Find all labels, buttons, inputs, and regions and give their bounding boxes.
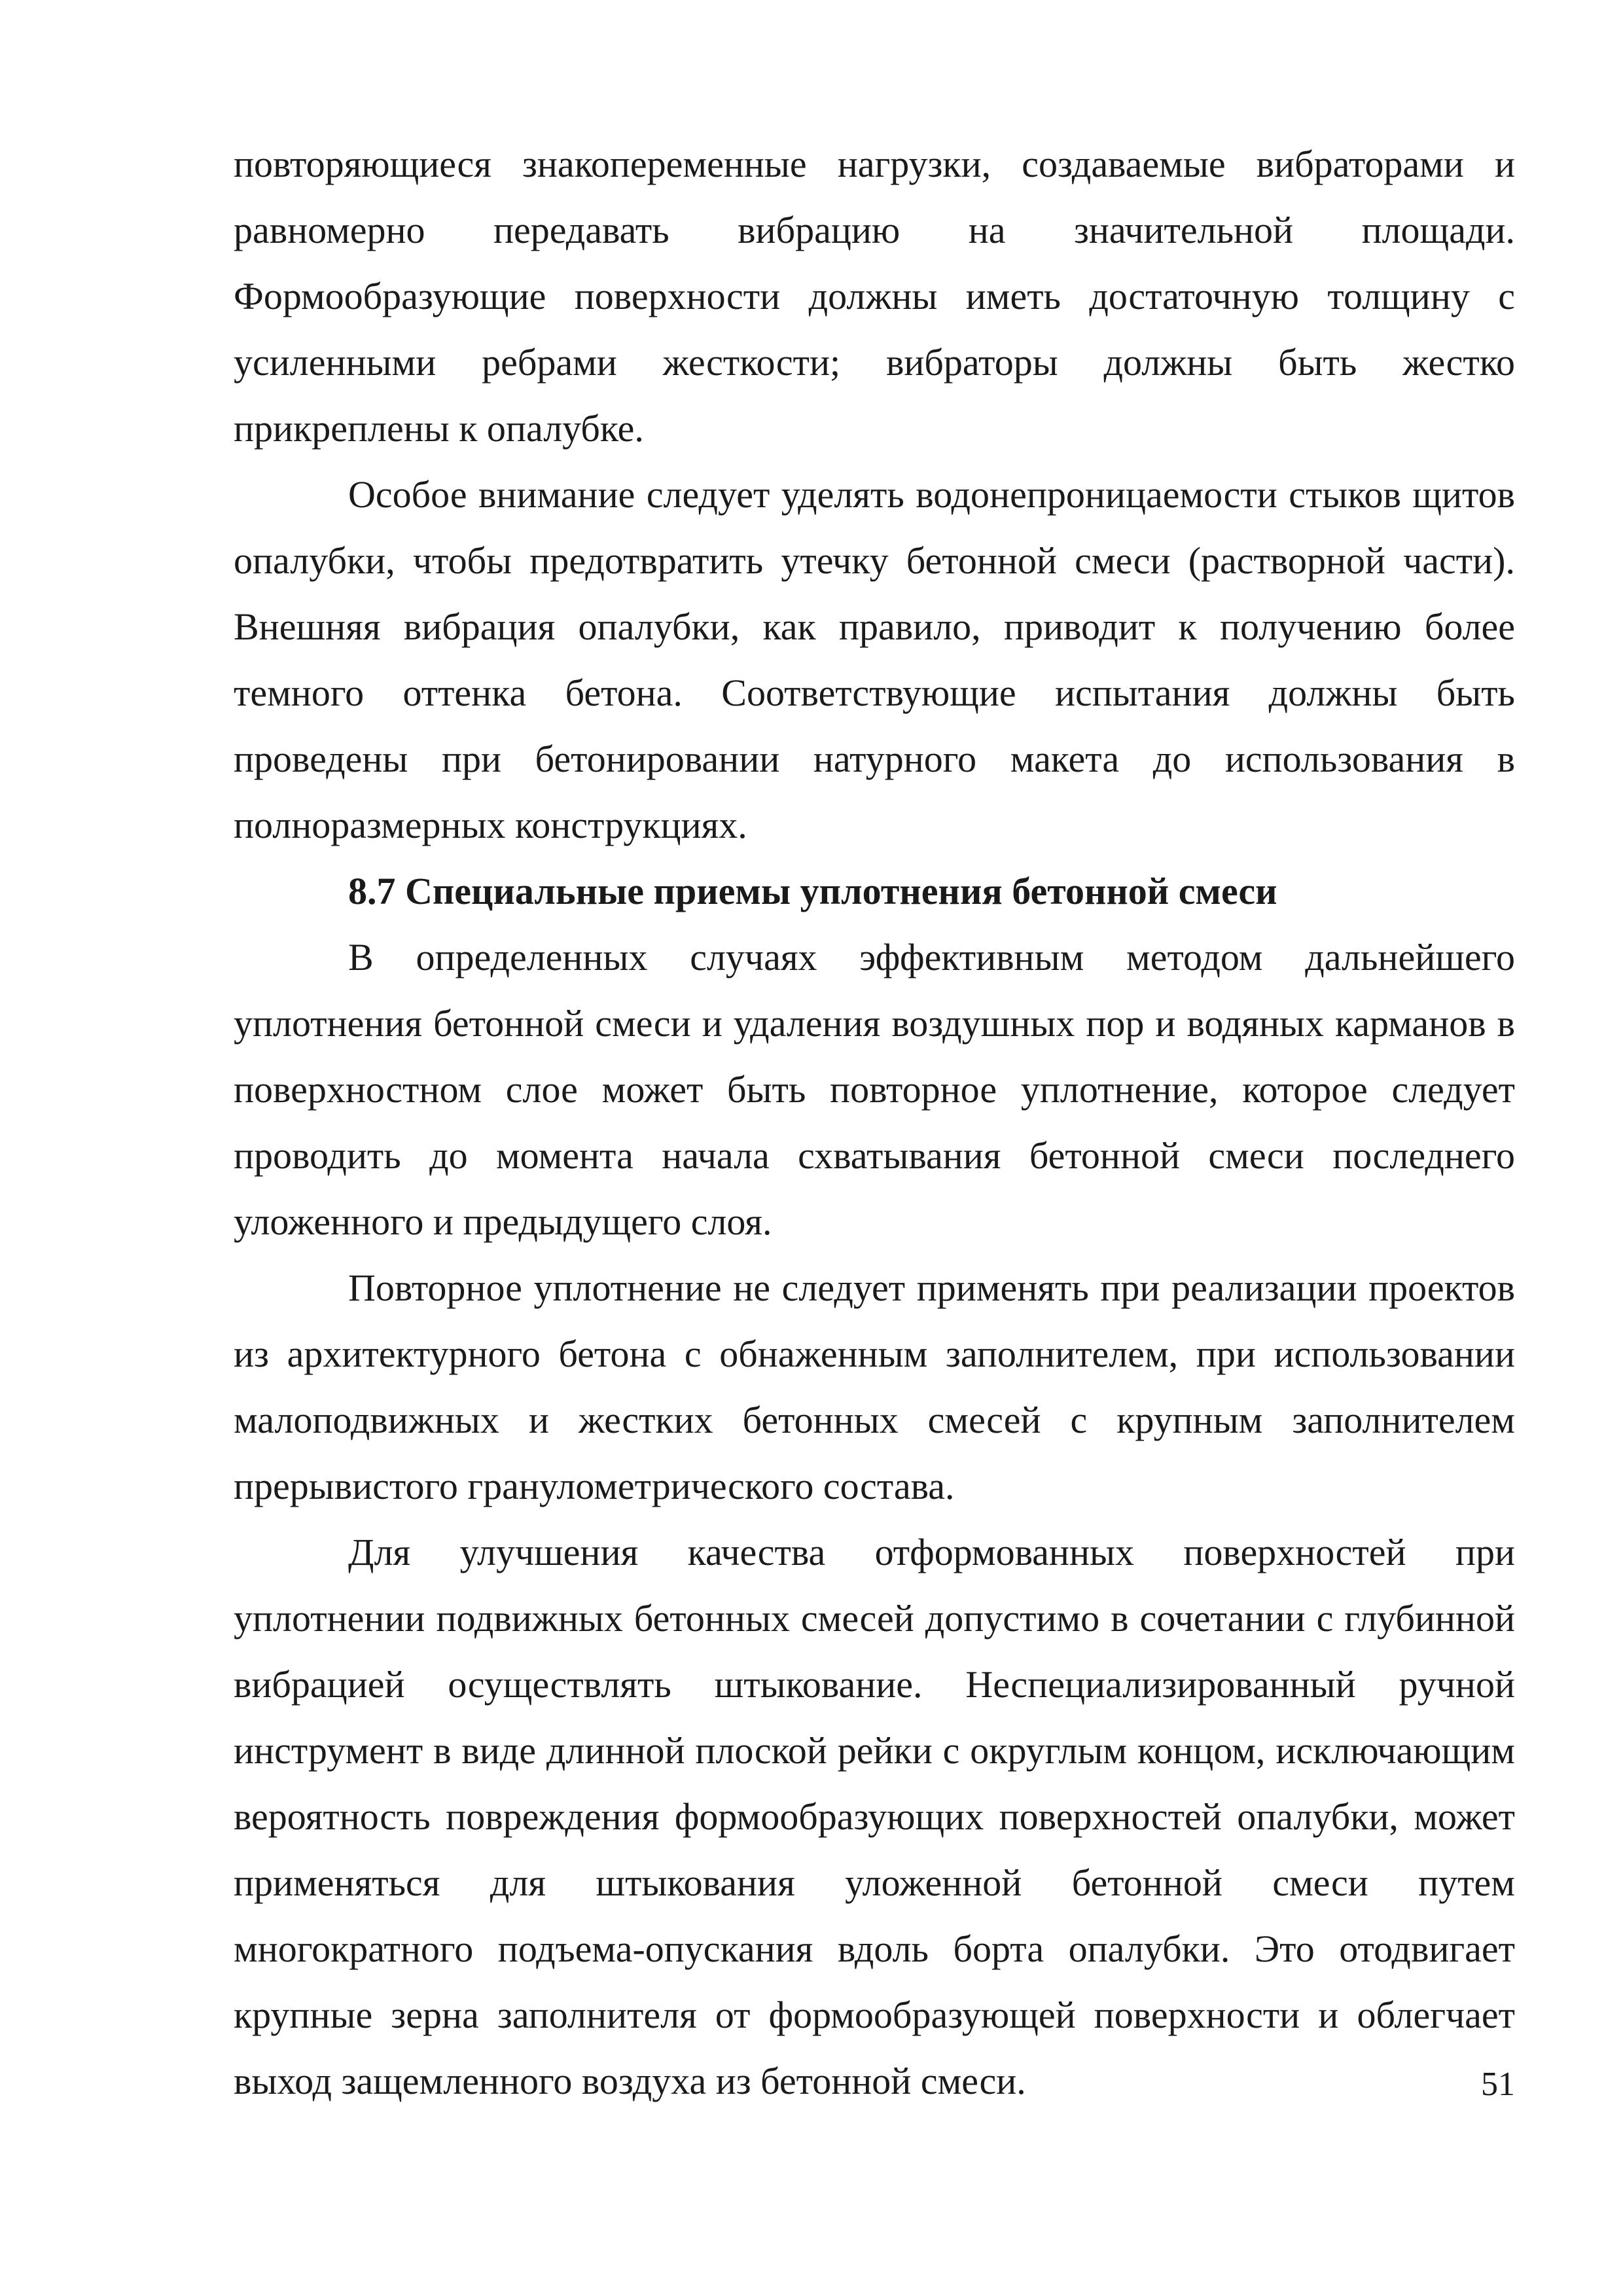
paragraph-rodding: Для улучшения качества отформованных поверхностей при уплотнении подвижных бетонных смесей допустимо в сочетании с глубинной вибрацией осуществлять штыкование. Неспециализированный ручной инструмент в виде длинной плоской рейки с округлым концом, исключающим вероятность повреждения формообразующих поверхностей опалубки, может применяться для штыкования уложенной бетонной смеси путем многократного подъема-опускания вдоль борта опалубки. Это отодвигает крупные зерна заполнителя от формообразующей поверхности и облегчает выход защемленного воздуха из бетонной смеси. bbox=[234, 1531, 1515, 2102]
paragraph-continued: повторяющиеся знакопеременные нагрузки, создаваемые вибраторами и равномерно передавать вибрацию на значительной площади. Формообразующие поверхности должны иметь достаточную толщину с усиленными ребрами жесткости; вибраторы должны быть жестко прикреплены к опалубке. bbox=[234, 143, 1515, 450]
paragraph-compaction-restrictions: Повторное уплотнение не следует применять при реализации проектов из архитектурного бетона с обнаженным заполнителем, при использовании малоподвижных и жестких бетонных смесей с крупным заполнителем прерывистого гранулометрического состава. bbox=[234, 1266, 1515, 1507]
paragraph-formwork-joints: Особое внимание следует уделять водонепроницаемости стыков щитов опалубки, чтобы предотвратить утечку бетонной смеси (растворной части). Внешняя вибрация опалубки, как правило, приводит к получению более темного оттенка бетона. Соответствующие испытания должны быть проведены при бетонировании натурного макета до использования в полноразмерных конструкциях. bbox=[234, 473, 1515, 846]
paragraph-repeated-compaction: В определенных случаях эффективным методом дальнейшего уплотнения бетонной смеси и удаления воздушных пор и водяных карманов в поверхностном слое может быть повторное уплотнение, которое следует проводить до момента начала схватывания бетонной смеси последнего уложенного и предыдущего слоя. bbox=[234, 936, 1515, 1243]
document-page bbox=[234, 131, 1515, 2114]
page-number: 51 bbox=[1481, 2066, 1515, 2103]
section-heading: 8.7 Специальные приемы уплотнения бетонной смеси bbox=[348, 870, 1277, 912]
